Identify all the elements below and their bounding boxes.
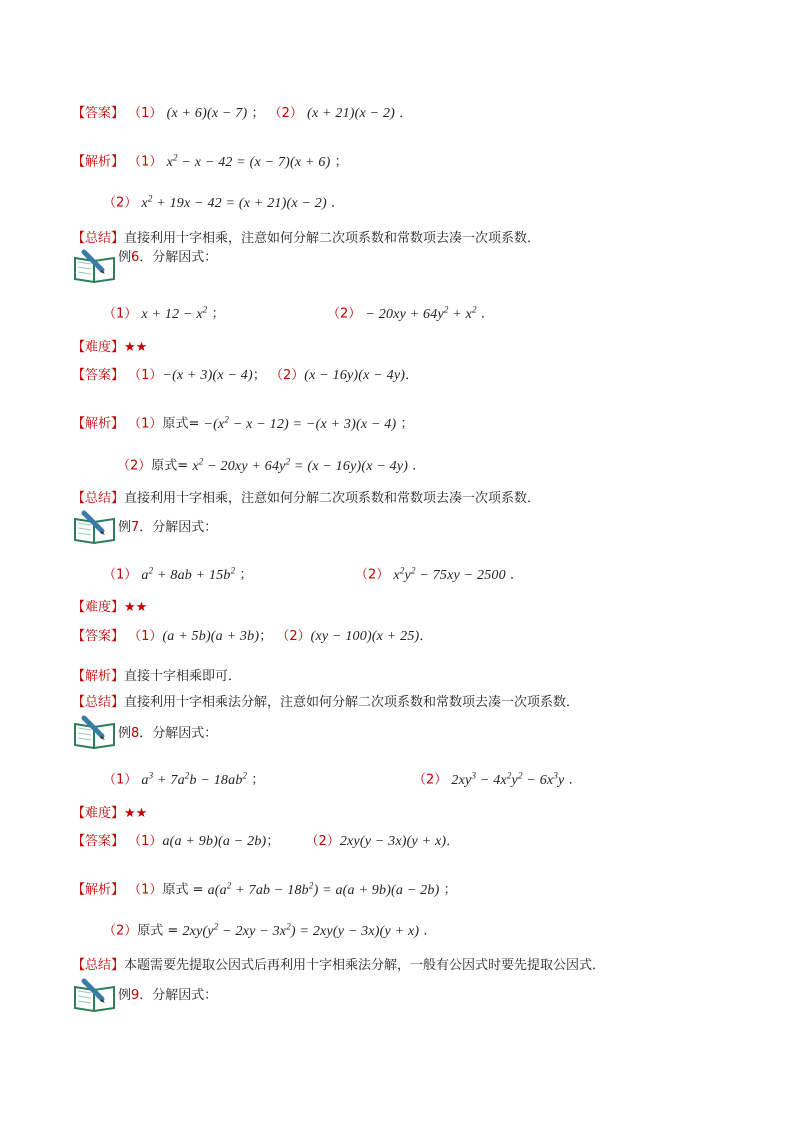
example-7-difficulty: 【难度】★★ [72, 600, 148, 615]
book-pencil-icon [72, 714, 118, 750]
example-9-title: 例9．分解因式： [118, 988, 218, 1003]
example-7-answer: 【答案】 （1）(a + 5b)(a + 3b)； （2）(xy − 100)(x + 25)． [72, 629, 433, 644]
example-6-analysis-2: （2）原式= $x^2 - 20xy + 64y^2 = (x - 16y)(x - 4y)$ ． [117, 456, 426, 474]
analysis-line-2: （2） $x^2 + 19x - 42 = (x + 21)(x - 2)$ ． [103, 193, 345, 211]
example-7-title: 例7．分解因式： [118, 520, 218, 535]
book-pencil-icon [72, 509, 118, 545]
example-6-analysis-1: 【解析】 （1）原式= $-(x^2 - x - 12) = -(x + 3)(x - 4)$ ； [72, 414, 414, 432]
answer-tag: 【答案】 [72, 106, 125, 121]
answer-line: 【答案】 （1） (x + 6)(x − 7) ； （2） (x + 21)(x − 2) ． [72, 106, 413, 121]
difficulty-stars: ★★ [124, 340, 148, 355]
difficulty-stars: ★★ [124, 806, 148, 821]
summary-tag: 【总结】 [72, 231, 125, 246]
example-8-answer: 【答案】 （1）a(a + 9b)(a − 2b)； （2）2xy(y − 3x)(y + x)． [72, 834, 460, 849]
example-6-summary: 【总结】直接利用十字相乘，注意如何分解二次项系数和常数项去凑一次项系数． [72, 491, 541, 506]
example-8-analysis-1: 【解析】 （1）原式 = $a(a^2 + 7ab - 18b^2) = a(a + 9b)(a - 2b)$ ； [72, 880, 457, 898]
analysis-tag: 【解析】 [72, 154, 125, 170]
example-6-q1: （1） $x + 12 - x^2$ ； [103, 304, 225, 322]
book-pencil-icon [72, 248, 118, 284]
example-8-q1: （1） $a^3 + 7a^2b - 18ab^2$ ； [103, 770, 265, 788]
example-8-q2: （2） $2xy^3 - 4x^2y^2 - 6x^3y$ ． [413, 770, 582, 788]
analysis-line: 【解析】 （1） $x^2 - x - 42 = (x - 7)(x + 6)$ ； [72, 152, 348, 170]
example-6-title: 例6．分解因式： [118, 250, 218, 265]
example-8-difficulty: 【难度】★★ [72, 806, 148, 821]
difficulty-stars: ★★ [124, 600, 148, 615]
example-7-analysis: 【解析】直接十字相乘即可． [72, 669, 242, 684]
example-7-q2: （2） $x^2y^2 - 75xy - 2500$ ． [355, 565, 523, 583]
example-7-summary: 【总结】直接利用十字相乘法分解，注意如何分解二次项系数和常数项去凑一次项系数． [72, 695, 580, 710]
example-7-q1: （1） $a^2 + 8ab + 15b^2$ ； [103, 565, 253, 583]
book-pencil-icon [72, 977, 118, 1013]
example-6-difficulty: 【难度】★★ [72, 340, 148, 355]
example-8-analysis-2: （2）原式 = $2xy(y^2 - 2xy - 3x^2) = 2xy(y - 3x)(y + x)$ ． [103, 921, 437, 939]
summary-line: 【总结】直接利用十字相乘，注意如何分解二次项系数和常数项去凑一次项系数． [72, 231, 541, 246]
example-8-summary: 【总结】本题需要先提取公因式后再利用十字相乘法分解，一般有公因式时要先提取公因式． [72, 958, 606, 973]
example-6-q2: $(2) - 20xy + 64y^2 + x^2$ ． [327, 304, 494, 322]
example-8-title: 例8．分解因式： [118, 726, 218, 741]
example-6-answer: 【答案】 （1）−(x + 3)(x − 4)； （2）(x − 16y)(x − 4y)． [72, 368, 419, 383]
